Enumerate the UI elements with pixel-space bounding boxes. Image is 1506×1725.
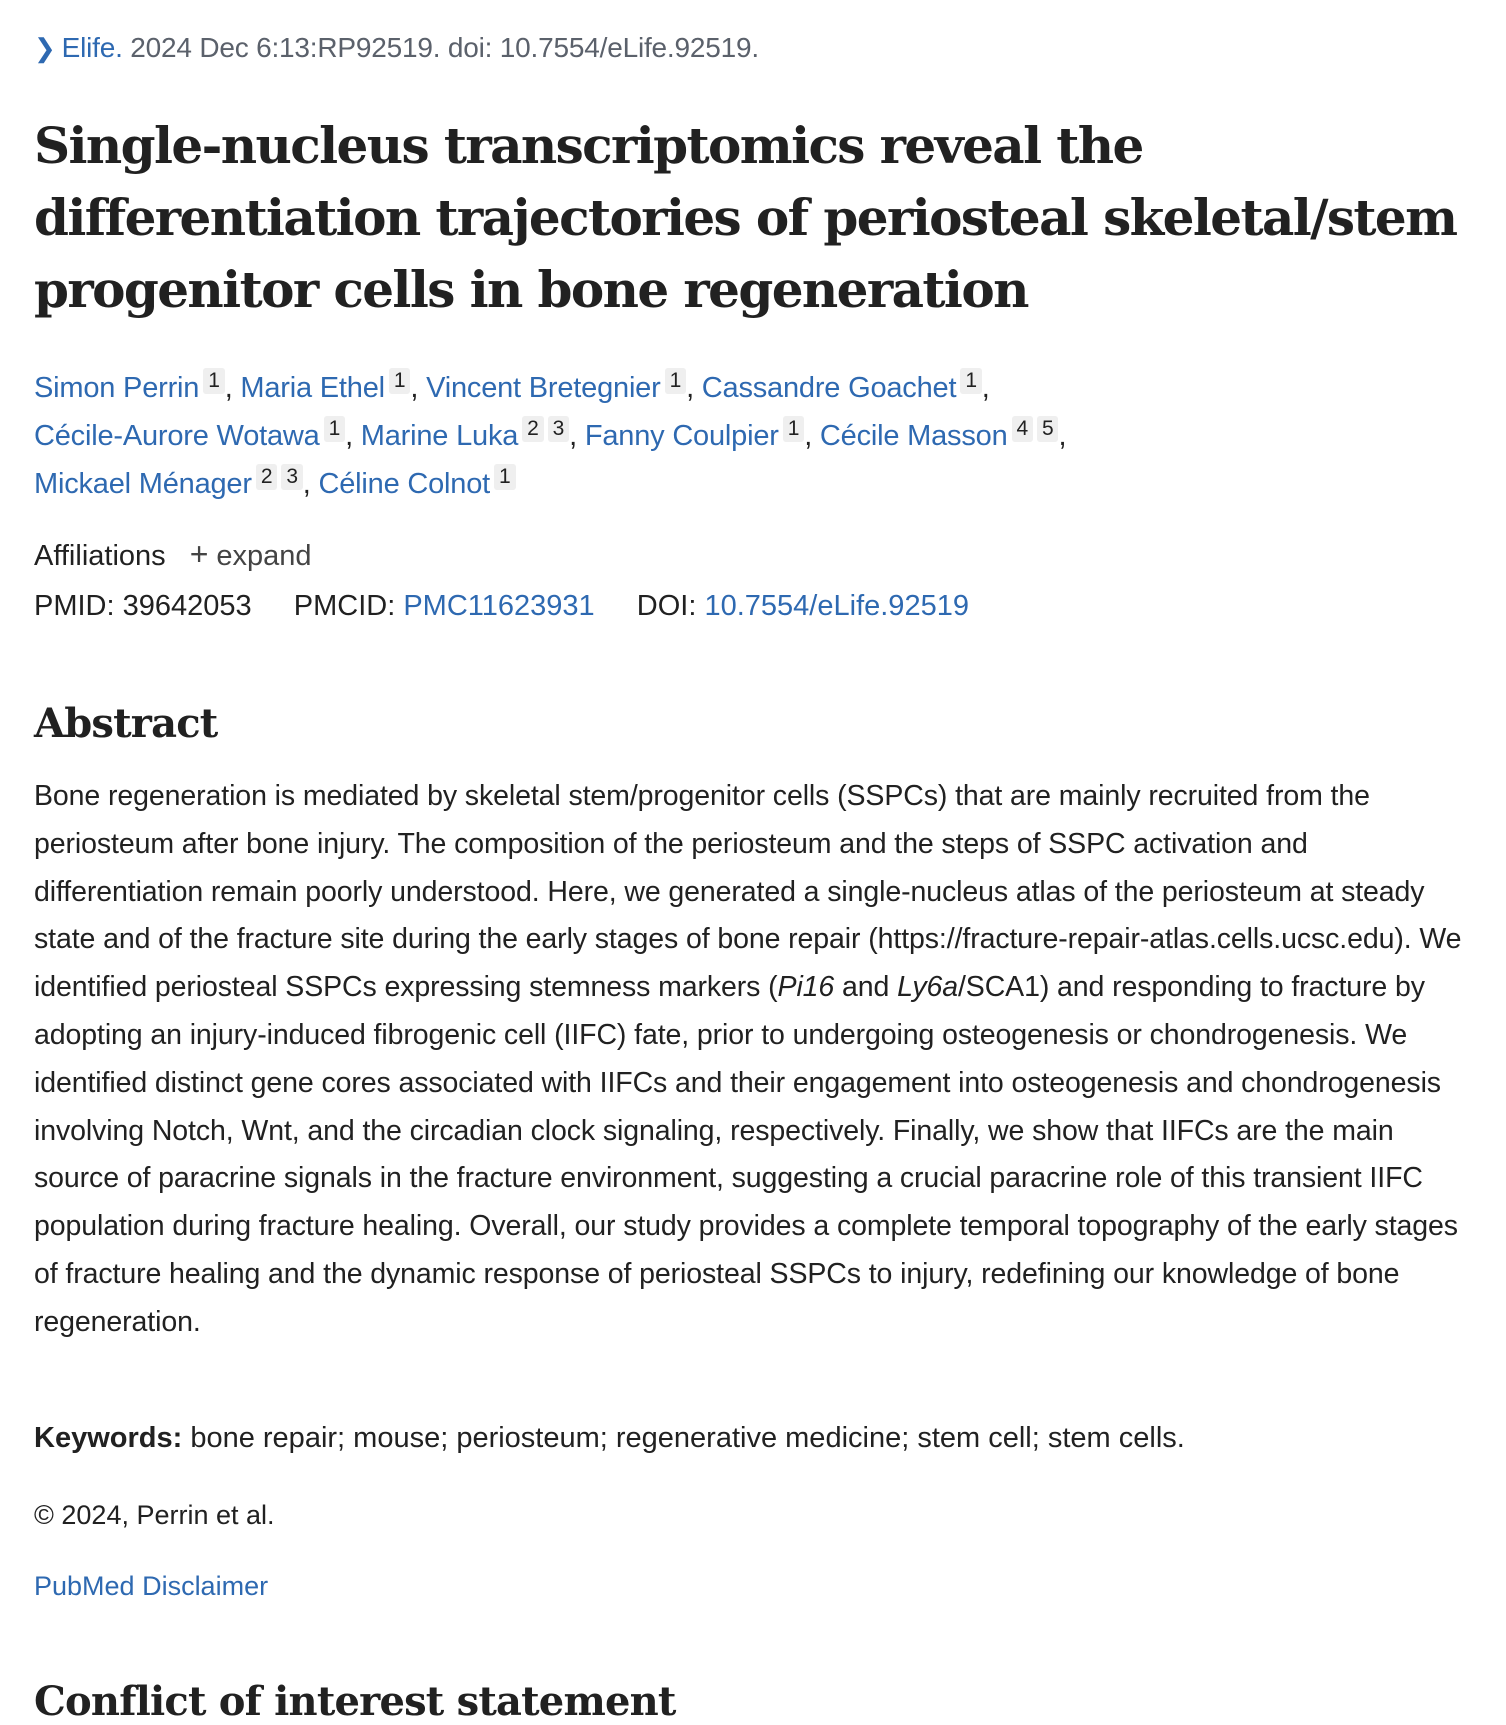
author-separator: , — [224, 372, 233, 404]
affiliation-number[interactable]: 1 — [960, 368, 981, 394]
abstract-heading: Abstract — [34, 700, 218, 747]
author-separator: , — [1058, 420, 1067, 452]
keywords-label: Keywords: — [34, 1422, 183, 1454]
affiliations-expand-button[interactable] — [189, 536, 312, 572]
author-entry — [34, 369, 233, 404]
affiliation-number[interactable]: 1 — [389, 368, 410, 394]
author-link[interactable]: Simon Perrin — [34, 372, 200, 404]
affiliation-number[interactable]: 3 — [548, 416, 569, 442]
pmcid-label: PMCID: — [293, 590, 396, 622]
author-link[interactable]: Céline Colnot — [318, 468, 491, 500]
pmid-label: PMID: — [34, 590, 115, 622]
abstract-text — [34, 773, 1474, 1347]
affiliation-number[interactable]: 3 — [281, 464, 302, 490]
author-link[interactable]: Vincent Bretegnier — [426, 372, 661, 404]
affiliation-number[interactable]: 1 — [324, 416, 345, 442]
affiliations-row — [34, 536, 312, 573]
identifiers-row — [34, 590, 969, 623]
author-separator: , — [569, 420, 577, 452]
author-separator: , — [302, 468, 311, 500]
author-link[interactable]: Fanny Coulpier — [584, 420, 779, 452]
affiliation-number[interactable]: 1 — [783, 416, 804, 442]
conflict-of-interest-heading: Conflict of interest statement — [34, 1678, 676, 1725]
gene-pi16: Pi16 — [777, 971, 835, 1004]
author-separator: , — [804, 420, 813, 452]
journal-link[interactable]: Elife. — [61, 32, 123, 63]
chevron-right-icon[interactable]: ❯ — [34, 33, 56, 63]
copyright: © 2024, Perrin et al. — [34, 1500, 275, 1530]
abstract-part-3: /SCA1) and responding to fracture by adopting an injury-induced fibrogenic cell (IIFC) fate, prior to undergoing osteogenesis or chondrogenesis. We identified distinct gene cores associated with IIFCs and their engagement into osteogenesis and chondrogenesis involving Notch, Wnt, and the circadian clock signaling, respectively. Finally, we show that IIFCs are the main source of paracrine signals in the fracture environment, suggesting a crucial paracrine role of this transient IIFC population during fracture healing. Overall, our study provides a complete temporal topography of the early stages of fracture healing and the dynamic response of periosteal SSPCs to injury, redefining our knowledge of bone regeneration. — [34, 971, 1458, 1338]
affiliation-number[interactable]: 1 — [665, 368, 686, 394]
affiliation-number[interactable]: 2 — [256, 464, 277, 490]
author-list — [34, 364, 1474, 508]
article-title: Single-nucleus transcriptomics reveal the differentiation trajectories of periosteal skeletal/stem progenitor cells in bone regeneration — [34, 116, 1457, 319]
doi-link[interactable]: 10.7554/eLife.92519 — [704, 590, 969, 622]
affiliation-number[interactable]: 1 — [494, 464, 515, 490]
plus-icon: + — [189, 536, 209, 572]
author-entry — [34, 417, 353, 452]
gene-ly6a: Ly6a — [897, 971, 958, 1004]
doi-label: DOI: — [636, 590, 697, 622]
author-entry — [240, 369, 419, 404]
author-entry — [426, 369, 694, 404]
author-entry — [360, 417, 577, 452]
affiliation-number[interactable]: 5 — [1037, 416, 1058, 442]
author-separator: , — [345, 420, 353, 452]
author-entry — [819, 417, 1067, 452]
author-separator: , — [410, 372, 419, 404]
author-link[interactable]: Maria Ethel — [240, 372, 385, 404]
author-entry — [34, 465, 311, 500]
pubmed-disclaimer-link[interactable]: PubMed Disclaimer — [34, 1571, 269, 1601]
author-entry — [318, 465, 516, 500]
author-entry — [701, 369, 990, 404]
expand-label: expand — [216, 540, 312, 572]
affiliation-number[interactable]: 1 — [203, 368, 224, 394]
author-link[interactable]: Cassandre Goachet — [701, 372, 957, 404]
pmid-value: 39642053 — [122, 590, 252, 622]
author-entry — [584, 417, 813, 452]
keywords — [34, 1422, 1185, 1455]
abstract-part-1: Bone regeneration is mediated by skeletal stem/progenitor cells (SSPCs) that are mainly recruited from the periosteum after bone injury. The composition of the periosteum and the steps of SSPC activation and differentiation remain poorly understood. Here, we generated a single-nucleus atlas of the periosteum at steady state and of the fracture site during the early stages of bone repair (https://fracture-repair-atlas.cells.ucsc.edu). We identified periosteal SSPCs expressing stemness markers ( — [34, 780, 1462, 1004]
affiliations-label: Affiliations — [34, 540, 166, 572]
citation-details: 2024 Dec 6:13:RP92519. doi: 10.7554/eLife.92519. — [130, 32, 759, 63]
pmcid-link[interactable]: PMC11623931 — [403, 590, 595, 622]
abstract-part-2: and — [834, 971, 898, 1004]
author-link[interactable]: Mickael Ménager — [34, 468, 252, 500]
author-separator: , — [981, 372, 990, 404]
author-link[interactable]: Cécile Masson — [819, 420, 1008, 452]
affiliation-number[interactable]: 2 — [522, 416, 543, 442]
author-link[interactable]: Marine Luka — [360, 420, 519, 452]
keywords-value: bone repair; mouse; periosteum; regenerative medicine; stem cell; stem cells. — [190, 1422, 1185, 1454]
author-link[interactable]: Cécile-Aurore Wotawa — [34, 420, 320, 452]
citation-line — [34, 32, 759, 64]
affiliation-number[interactable]: 4 — [1012, 416, 1033, 442]
author-separator: , — [686, 372, 694, 404]
